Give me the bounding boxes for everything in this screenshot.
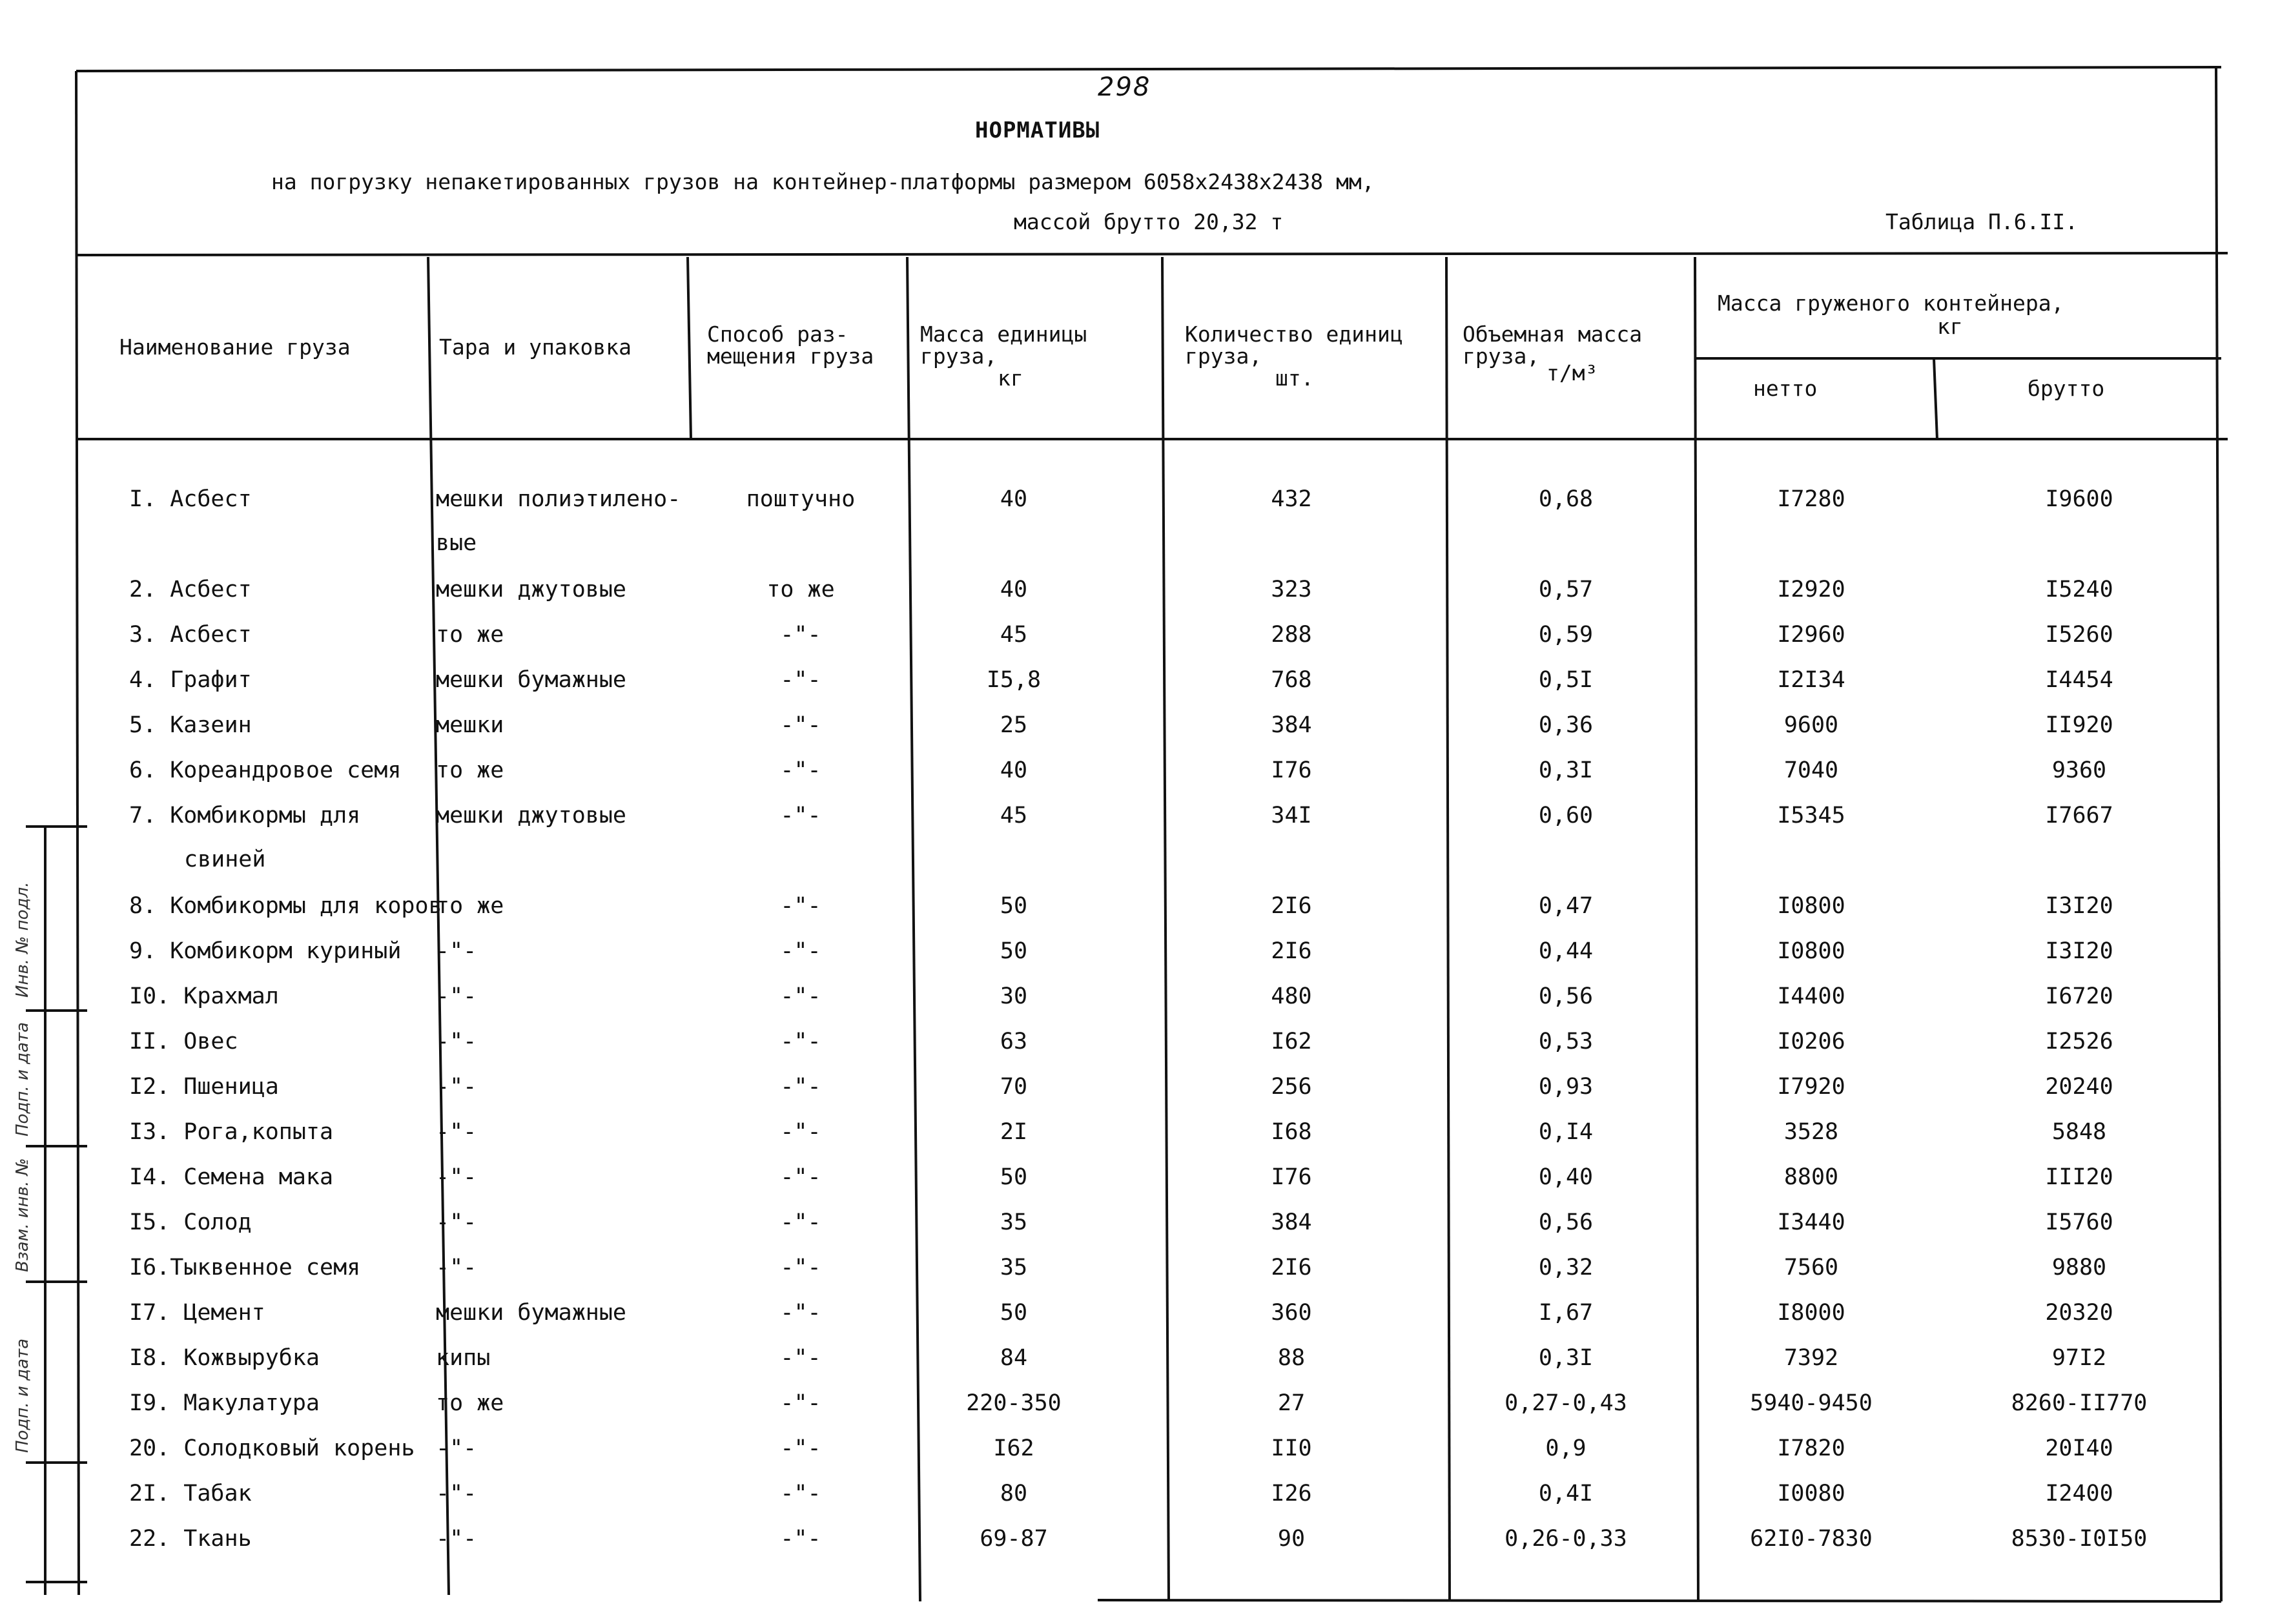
cell-qty: 27 — [1277, 1390, 1306, 1416]
cell-way: -"- — [780, 803, 821, 828]
cell-pack-cont: вые — [436, 530, 477, 556]
cell-unit: 40 — [1000, 577, 1028, 602]
cell-qty: II0 — [1271, 1435, 1312, 1461]
cell-dens: 0,40 — [1538, 1164, 1594, 1190]
cell-pack: то же — [436, 622, 504, 648]
cell-way: -"- — [780, 1435, 821, 1461]
cell-qty: 90 — [1277, 1526, 1306, 1552]
cell-dens: 0,5I — [1538, 667, 1594, 693]
cell-net: 5940-9450 — [1750, 1390, 1873, 1416]
header-dens-3: т/м³ — [1546, 360, 1598, 385]
cell-pack: -"- — [436, 1435, 477, 1461]
cell-gross: III20 — [2045, 1164, 2113, 1190]
cell-net: 3528 — [1783, 1119, 1839, 1145]
cell-net: 7040 — [1783, 757, 1839, 783]
cell-name-cont: свиней — [184, 847, 266, 872]
cell-name: 20. Солодковый корень — [129, 1435, 415, 1461]
cell-name: 6. Кореандровое семя — [129, 757, 402, 783]
cell-way: -"- — [780, 1164, 821, 1190]
cell-way: -"- — [780, 1481, 821, 1506]
header-dens-1: Объемная масса — [1463, 322, 1643, 347]
cell-name: I. Асбест — [129, 486, 252, 512]
cell-pack: мешки бумажные — [436, 667, 627, 693]
cell-pack: то же — [436, 893, 504, 919]
cell-name: 5. Казеин — [129, 712, 252, 738]
cell-gross: I7667 — [2045, 803, 2113, 828]
cell-dens: 0,26-0,33 — [1505, 1526, 1627, 1552]
cell-way: -"- — [780, 1345, 821, 1371]
cell-dens: 0,32 — [1538, 1255, 1594, 1280]
cell-gross: 97I2 — [2051, 1345, 2107, 1371]
cell-unit: 50 — [1000, 938, 1028, 964]
cell-qty: 34I — [1271, 803, 1312, 828]
cell-name: I9. Макулатура — [129, 1390, 320, 1416]
cell-name: I8. Кожвырубка — [129, 1345, 320, 1371]
cell-qty: 384 — [1271, 712, 1312, 738]
side-stamp-1: Инв. № подл. — [13, 881, 32, 998]
cell-name: I4. Семена мака — [129, 1164, 334, 1190]
cell-pack: кипы — [436, 1345, 491, 1371]
cell-pack: -"- — [436, 1481, 477, 1506]
cell-way: -"- — [780, 1209, 821, 1235]
cell-net: 8800 — [1783, 1164, 1839, 1190]
cell-net: I0800 — [1777, 893, 1845, 919]
cell-qty: 323 — [1271, 577, 1312, 602]
header-unit-2: груза, — [920, 344, 998, 369]
header-mass-1: Масса груженого контейнера, — [1718, 291, 2064, 316]
cell-unit: 40 — [1000, 757, 1028, 783]
cell-pack: мешки джутовые — [436, 803, 627, 828]
cell-pack: -"- — [436, 1164, 477, 1190]
cell-unit: 25 — [1000, 712, 1028, 738]
cell-net: 7560 — [1783, 1255, 1839, 1280]
cell-pack: -"- — [436, 1255, 477, 1280]
cell-way: -"- — [780, 1119, 821, 1145]
cell-name: I2. Пшеница — [129, 1074, 279, 1100]
header-gross: брутто — [2028, 376, 2105, 401]
cell-unit: 50 — [1000, 893, 1028, 919]
header-pack: Тара и упаковка — [439, 334, 632, 360]
cell-unit: 50 — [1000, 1164, 1028, 1190]
cell-dens: 0,60 — [1538, 803, 1594, 828]
cell-qty: I76 — [1271, 757, 1312, 783]
cell-qty: 480 — [1271, 983, 1312, 1009]
cell-net: I2I34 — [1777, 667, 1845, 693]
cell-pack: мешки джутовые — [436, 577, 627, 602]
cell-unit: 63 — [1000, 1029, 1028, 1054]
cell-qty: I68 — [1271, 1119, 1312, 1145]
cell-name: I7. Цемент — [129, 1300, 265, 1326]
cell-gross: 20240 — [2045, 1074, 2113, 1100]
cell-dens: 0,93 — [1538, 1074, 1594, 1100]
cell-way: -"- — [780, 1029, 821, 1054]
header-qty-2: груза, — [1185, 344, 1262, 369]
cell-gross: I5760 — [2045, 1209, 2113, 1235]
cell-qty: 360 — [1271, 1300, 1312, 1326]
cell-gross: 20I40 — [2045, 1435, 2113, 1461]
cell-name: I0. Крахмал — [129, 983, 279, 1009]
cell-qty: 256 — [1271, 1074, 1312, 1100]
cell-pack: -"- — [436, 938, 477, 964]
header-net: нетто — [1753, 376, 1818, 401]
cell-dens: 0,36 — [1538, 712, 1594, 738]
cell-net: I7280 — [1777, 486, 1845, 512]
cell-gross: 20320 — [2045, 1300, 2113, 1326]
cell-way: -"- — [780, 1526, 821, 1552]
cell-way: то же — [766, 577, 835, 602]
cell-gross: II920 — [2045, 712, 2113, 738]
cell-net: I3440 — [1777, 1209, 1845, 1235]
document-subtitle-2: массой брутто 20,32 т — [1014, 209, 1284, 234]
side-stamp-2: Подп. и дата — [13, 1022, 32, 1136]
cell-gross: I2400 — [2045, 1481, 2113, 1506]
cell-qty: 432 — [1271, 486, 1312, 512]
cell-qty: I26 — [1271, 1481, 1312, 1506]
cell-unit: 70 — [1000, 1074, 1028, 1100]
cell-gross: 8530-I0I50 — [2011, 1526, 2148, 1552]
header-dens-2: груза, — [1463, 344, 1540, 369]
cell-pack: -"- — [436, 1119, 477, 1145]
cell-gross: 9360 — [2051, 757, 2107, 783]
cell-qty: 2I6 — [1271, 893, 1312, 919]
cell-net: I2920 — [1777, 577, 1845, 602]
cell-net: I7920 — [1777, 1074, 1845, 1100]
cell-dens: 0,3I — [1538, 757, 1594, 783]
cell-pack: то же — [436, 757, 504, 783]
cell-gross: 5848 — [2051, 1119, 2107, 1145]
cell-unit: 80 — [1000, 1481, 1028, 1506]
cell-name: I5. Солод — [129, 1209, 252, 1235]
cell-dens: I,67 — [1538, 1300, 1594, 1326]
cell-name: 9. Комбикорм куриный — [129, 938, 402, 964]
cell-pack: -"- — [436, 1526, 477, 1552]
cell-name: II. Овес — [129, 1029, 238, 1054]
cell-qty: I76 — [1271, 1164, 1312, 1190]
cell-unit: 45 — [1000, 803, 1028, 828]
page-number: 298 — [1098, 72, 1151, 102]
cell-name: 4. Графит — [129, 667, 252, 693]
cell-dens: 0,27-0,43 — [1505, 1390, 1627, 1416]
header-name: Наименование груза — [119, 334, 351, 360]
cell-name: 3. Асбест — [129, 622, 252, 648]
cell-net: I5345 — [1777, 803, 1845, 828]
side-stamp-3: Взам. инв. № — [13, 1158, 32, 1272]
cell-way: -"- — [780, 1300, 821, 1326]
cell-gross: I5260 — [2045, 622, 2113, 648]
cell-dens: 0,56 — [1538, 1209, 1594, 1235]
cell-dens: 0,4I — [1538, 1481, 1594, 1506]
cell-way: -"- — [780, 757, 821, 783]
cell-gross: I9600 — [2045, 486, 2113, 512]
cell-way: -"- — [780, 983, 821, 1009]
cell-dens: 0,68 — [1538, 486, 1594, 512]
cell-name: 7. Комбикормы для — [129, 803, 361, 828]
cell-unit: 35 — [1000, 1255, 1028, 1280]
cell-qty: 288 — [1271, 622, 1312, 648]
cell-way: -"- — [780, 938, 821, 964]
cell-qty: 88 — [1277, 1345, 1306, 1371]
cell-way: -"- — [780, 1074, 821, 1100]
cell-net: I4400 — [1777, 983, 1845, 1009]
cell-gross: 9880 — [2051, 1255, 2107, 1280]
cell-name: 8. Комбикормы для коров — [129, 893, 442, 919]
cell-unit: I5,8 — [986, 667, 1042, 693]
cell-unit: 45 — [1000, 622, 1028, 648]
cell-dens: 0,57 — [1538, 577, 1594, 602]
cell-net: I0800 — [1777, 938, 1845, 964]
cell-net: I0080 — [1777, 1481, 1845, 1506]
header-unit-1: Масса единицы — [920, 322, 1087, 347]
header-mass-2: кг — [1937, 314, 1963, 339]
cell-pack: мешки — [436, 712, 504, 738]
cell-qty: 2I6 — [1271, 1255, 1312, 1280]
cell-gross: I3I20 — [2045, 938, 2113, 964]
cell-way: -"- — [780, 712, 821, 738]
cell-qty: 768 — [1271, 667, 1312, 693]
header-way-2: мещения груза — [707, 344, 874, 369]
cell-way: -"- — [780, 667, 821, 693]
cell-net: I2960 — [1777, 622, 1845, 648]
cell-qty: 384 — [1271, 1209, 1312, 1235]
cell-net: 9600 — [1783, 712, 1839, 738]
cell-unit: I62 — [993, 1435, 1034, 1461]
cell-way: -"- — [780, 893, 821, 919]
cell-pack: -"- — [436, 1209, 477, 1235]
cell-gross: I3I20 — [2045, 893, 2113, 919]
cell-name: 2. Асбест — [129, 577, 252, 602]
cell-way: -"- — [780, 622, 821, 648]
cell-dens: 0,44 — [1538, 938, 1594, 964]
header-way-1: Способ раз- — [707, 322, 848, 347]
cell-dens: 0,47 — [1538, 893, 1594, 919]
cell-gross: I4454 — [2045, 667, 2113, 693]
document-subtitle: на погрузку непакетированных грузов на контейнер-платформы размером 6058х2438х2438 мм, — [271, 169, 1375, 194]
cell-qty: 2I6 — [1271, 938, 1312, 964]
cell-way: -"- — [780, 1255, 821, 1280]
cell-name: 22. Ткань — [129, 1526, 252, 1552]
header-qty-3: шт. — [1275, 365, 1314, 391]
cell-name: I3. Рога,копыта — [129, 1119, 334, 1145]
cell-gross: I2526 — [2045, 1029, 2113, 1054]
cell-dens: 0,56 — [1538, 983, 1594, 1009]
cell-pack: мешки бумажные — [436, 1300, 627, 1326]
cell-net: 62I0-7830 — [1750, 1526, 1873, 1552]
cell-net: I0206 — [1777, 1029, 1845, 1054]
cell-gross: I6720 — [2045, 983, 2113, 1009]
cell-name: I6.Тыквенное семя — [129, 1255, 361, 1280]
side-stamp-4: Подп. и дата — [13, 1338, 32, 1453]
cell-unit: 40 — [1000, 486, 1028, 512]
cell-net: I8000 — [1777, 1300, 1845, 1326]
cell-pack: то же — [436, 1390, 504, 1416]
cell-name: 2I. Табак — [129, 1481, 252, 1506]
cell-dens: 0,3I — [1538, 1345, 1594, 1371]
cell-qty: I62 — [1271, 1029, 1312, 1054]
cell-unit: 2I — [1000, 1119, 1028, 1145]
cell-unit: 220-350 — [966, 1390, 1062, 1416]
cell-unit: 30 — [1000, 983, 1028, 1009]
cell-unit: 84 — [1000, 1345, 1028, 1371]
table-number: Таблица П.6.II. — [1885, 209, 2079, 234]
header-qty-1: Количество единиц — [1185, 322, 1403, 347]
cell-way: -"- — [780, 1390, 821, 1416]
cell-dens: 0,59 — [1538, 622, 1594, 648]
cell-unit: 35 — [1000, 1209, 1028, 1235]
cell-gross: I5240 — [2045, 577, 2113, 602]
cell-pack: -"- — [436, 1074, 477, 1100]
cell-dens: 0,9 — [1545, 1435, 1587, 1461]
cell-pack: -"- — [436, 983, 477, 1009]
cell-dens: 0,I4 — [1538, 1119, 1594, 1145]
document-title: НОРМАТИВЫ — [975, 118, 1100, 143]
cell-way: поштучно — [746, 486, 856, 512]
cell-net: 7392 — [1783, 1345, 1839, 1371]
header-unit-3: кг — [998, 365, 1023, 391]
cell-pack: мешки полиэтилено- — [436, 486, 681, 512]
cell-unit: 50 — [1000, 1300, 1028, 1326]
cell-gross: 8260-II770 — [2011, 1390, 2148, 1416]
cell-net: I7820 — [1777, 1435, 1845, 1461]
cell-dens: 0,53 — [1538, 1029, 1594, 1054]
cell-unit: 69-87 — [980, 1526, 1048, 1552]
cell-pack: -"- — [436, 1029, 477, 1054]
